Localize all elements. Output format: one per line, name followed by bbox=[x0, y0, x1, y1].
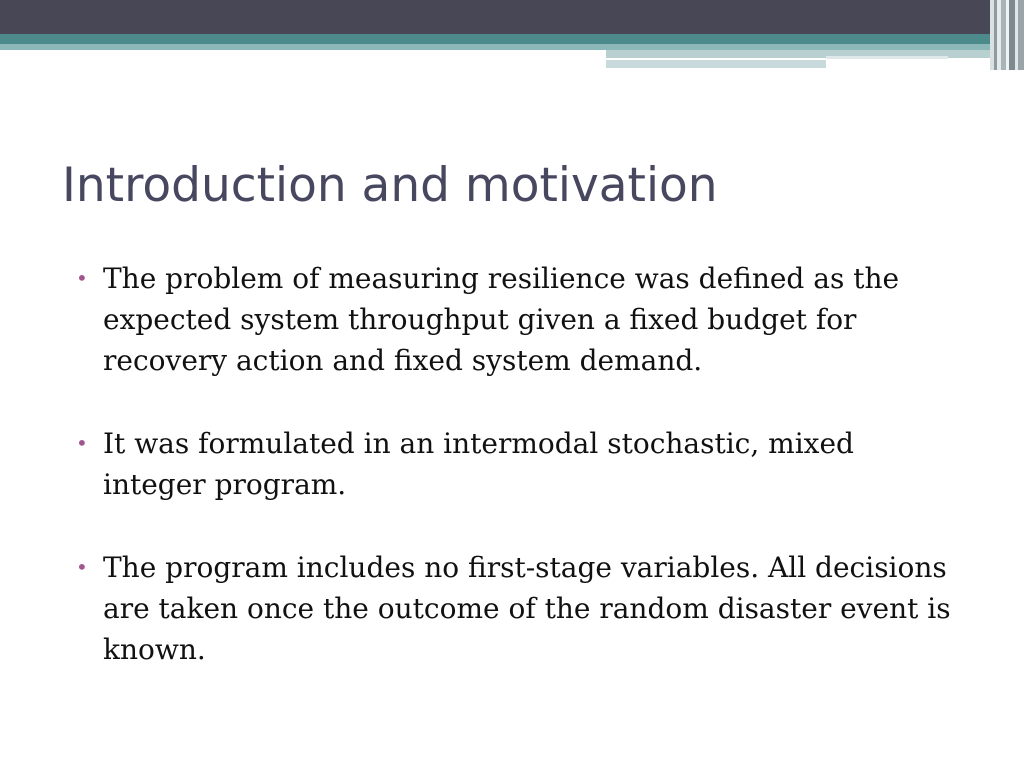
header-accent-line bbox=[826, 56, 948, 59]
bullet-dot-icon: • bbox=[76, 431, 88, 455]
bullet-text: It was formulated in an intermodal stochastic, mixed integer program. bbox=[103, 427, 854, 501]
header-accent-bar bbox=[606, 50, 1024, 58]
bullet-item bbox=[76, 258, 956, 381]
header-corner-stripes bbox=[990, 0, 1024, 70]
bullet-item bbox=[76, 423, 956, 505]
bullet-dot-icon: • bbox=[76, 266, 88, 290]
bullet-dot-icon: • bbox=[76, 555, 88, 579]
header-accent-bar-short bbox=[606, 60, 826, 68]
bullet-text: The problem of measuring resilience was defined as the expected system throughput given a fixed budget for recovery action and fixed system demand. bbox=[103, 262, 900, 377]
bullet-item bbox=[76, 547, 956, 670]
bullet-list bbox=[76, 258, 956, 712]
header-dark-bar bbox=[0, 0, 1024, 34]
bullet-text: The program includes no first-stage variables. All decisions are taken once the outcome of the random disaster event is known. bbox=[103, 551, 951, 666]
header-teal-bar bbox=[0, 34, 1024, 44]
slide-title: Introduction and motivation bbox=[62, 158, 718, 213]
